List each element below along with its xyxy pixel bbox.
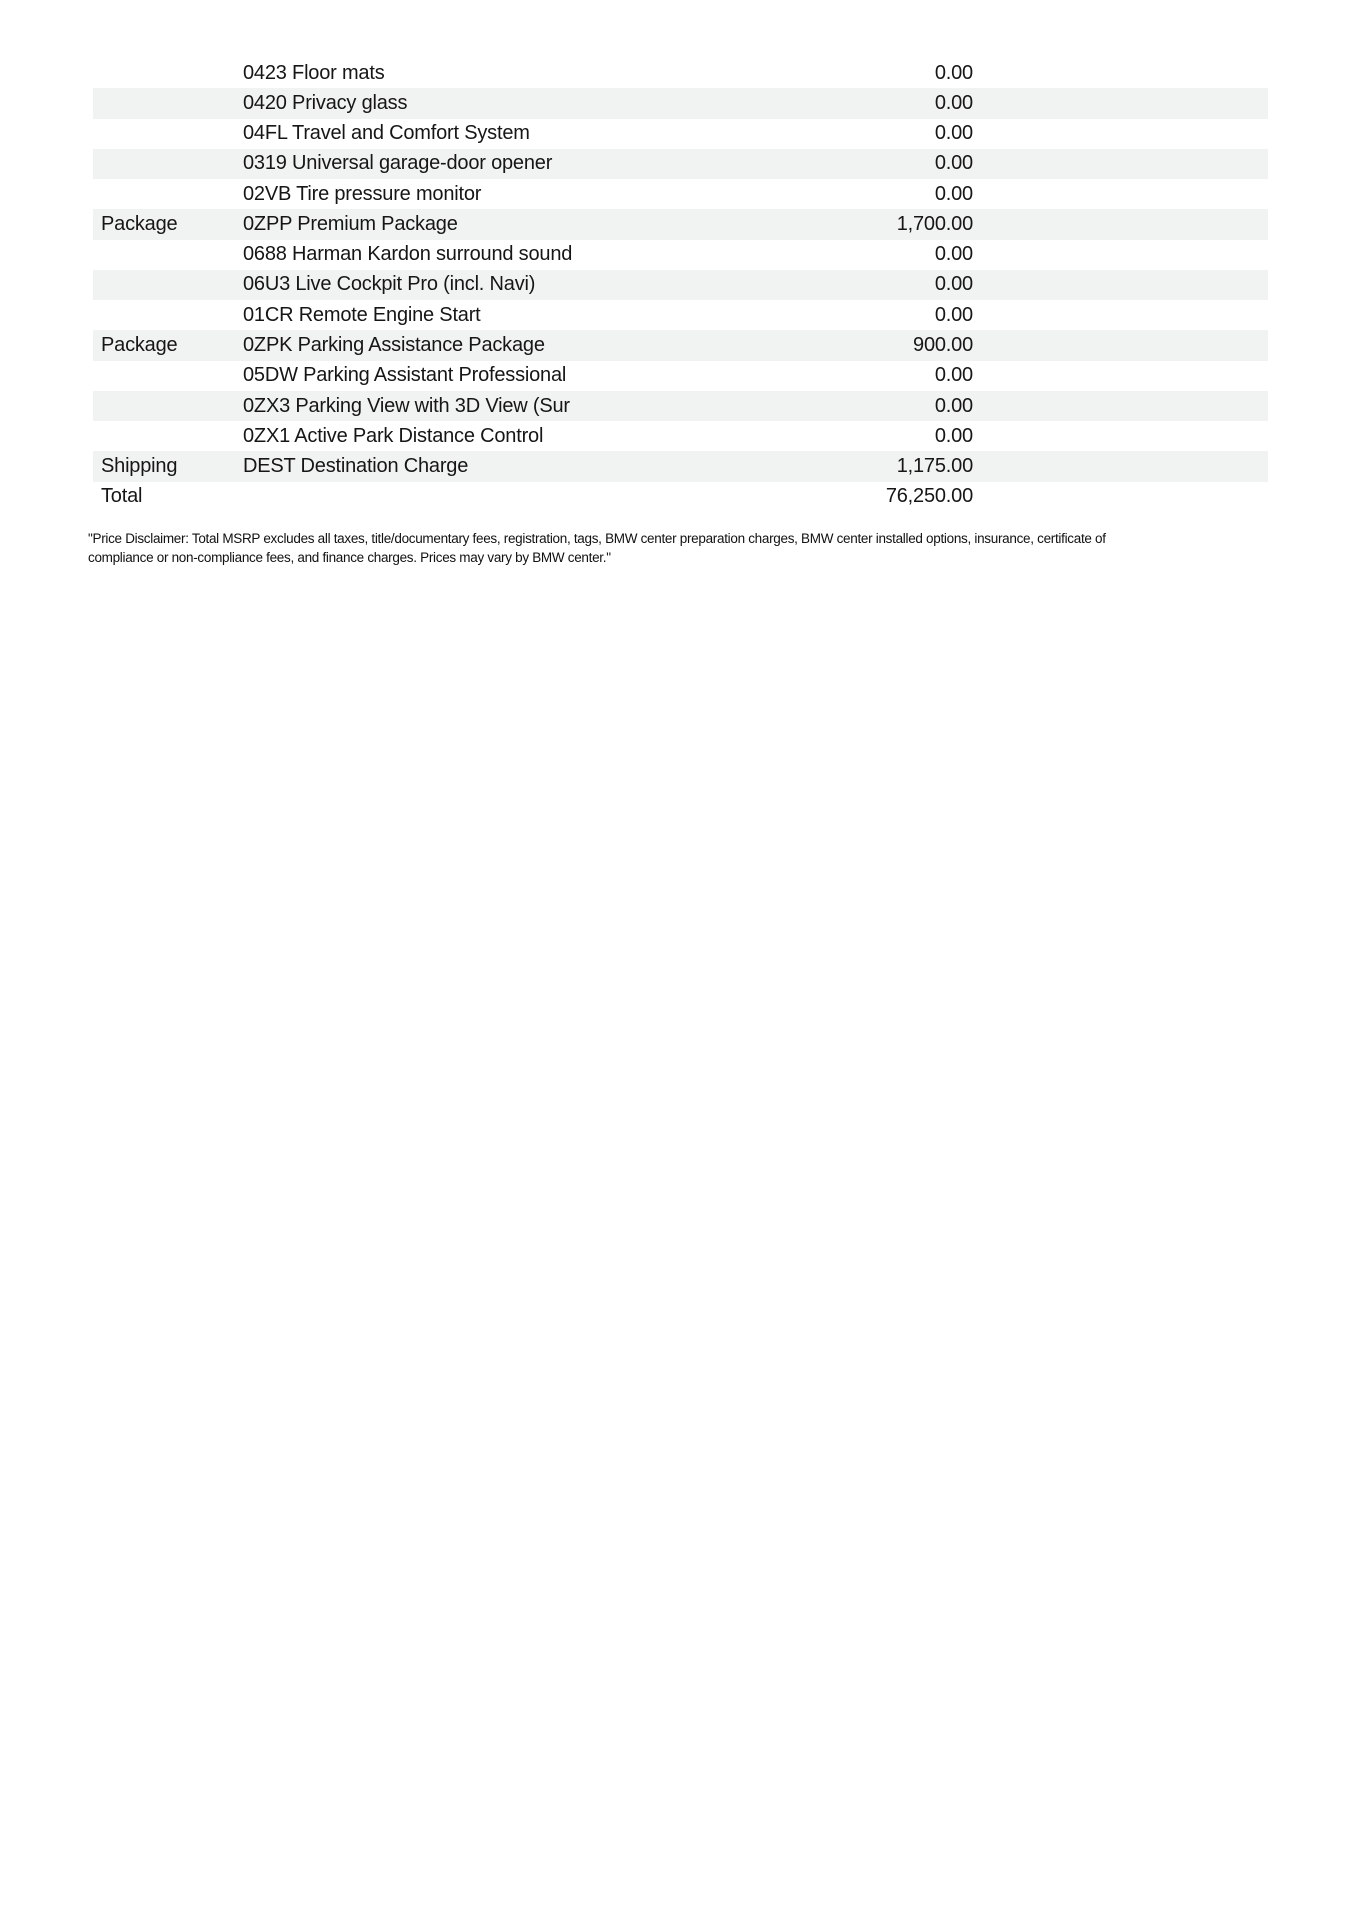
price-cell: 0.00 bbox=[934, 182, 973, 205]
table-row bbox=[93, 240, 1268, 270]
price-cell: 0.00 bbox=[934, 273, 973, 296]
table-row bbox=[93, 300, 1268, 330]
category-cell: Package bbox=[101, 334, 178, 357]
price-disclaimer bbox=[88, 529, 1318, 567]
price-cell: 0.00 bbox=[934, 243, 973, 266]
description-cell: 0ZPP Premium Package bbox=[243, 212, 458, 235]
description-cell: 0688 Harman Kardon surround sound bbox=[243, 243, 573, 266]
price-cell: 900.00 bbox=[913, 334, 973, 357]
table-row bbox=[93, 209, 1268, 239]
price-cell: 0.00 bbox=[934, 424, 973, 447]
price-cell: 0.00 bbox=[934, 303, 973, 326]
table-row bbox=[93, 58, 1268, 88]
price-cell: 76,250.00 bbox=[885, 485, 973, 508]
description-cell: 0ZPK Parking Assistance Package bbox=[243, 334, 545, 357]
price-cell: 1,175.00 bbox=[896, 455, 973, 478]
table-row bbox=[93, 451, 1268, 481]
description-cell: 01CR Remote Engine Start bbox=[243, 303, 481, 326]
description-cell: DEST Destination Charge bbox=[243, 455, 469, 478]
price-cell: 0.00 bbox=[934, 394, 973, 417]
disclaimer-line-1: "Price Disclaimer: Total MSRP excludes all taxes, title/documentary fees, registration, tags, BMW center preparation charges, BMW center installed options, insurance, certificate of bbox=[88, 531, 1106, 546]
table-row bbox=[93, 391, 1268, 421]
description-cell: 06U3 Live Cockpit Pro (incl. Navi) bbox=[243, 273, 536, 296]
description-cell: 0420 Privacy glass bbox=[243, 91, 408, 114]
price-cell: 0.00 bbox=[934, 364, 973, 387]
category-cell: Total bbox=[101, 485, 143, 508]
options-table bbox=[93, 58, 1268, 512]
price-cell: 1,700.00 bbox=[896, 212, 973, 235]
description-cell: 0ZX3 Parking View with 3D View (Sur bbox=[243, 394, 570, 417]
category-cell: Shipping bbox=[101, 455, 178, 478]
category-cell: Package bbox=[101, 212, 178, 235]
disclaimer-line-2: compliance or non-compliance fees, and finance charges. Prices may vary by BMW center." bbox=[88, 550, 611, 565]
description-cell: 05DW Parking Assistant Professional bbox=[243, 364, 567, 387]
table-row bbox=[93, 421, 1268, 451]
price-cell: 0.00 bbox=[934, 61, 973, 84]
description-cell: 0423 Floor mats bbox=[243, 61, 385, 84]
description-cell: 0319 Universal garage-door opener bbox=[243, 152, 553, 175]
price-cell: 0.00 bbox=[934, 91, 973, 114]
description-cell: 0ZX1 Active Park Distance Control bbox=[243, 424, 544, 447]
table-row bbox=[93, 270, 1268, 300]
description-cell: 02VB Tire pressure monitor bbox=[243, 182, 482, 205]
price-cell: 0.00 bbox=[934, 152, 973, 175]
description-cell: 04FL Travel and Comfort System bbox=[243, 122, 530, 145]
table-row bbox=[93, 149, 1268, 179]
table-row bbox=[93, 482, 1268, 512]
table-row bbox=[93, 119, 1268, 149]
table-row bbox=[93, 330, 1268, 360]
table-row bbox=[93, 88, 1268, 118]
price-cell: 0.00 bbox=[934, 122, 973, 145]
table-row bbox=[93, 179, 1268, 209]
table-row bbox=[93, 361, 1268, 391]
